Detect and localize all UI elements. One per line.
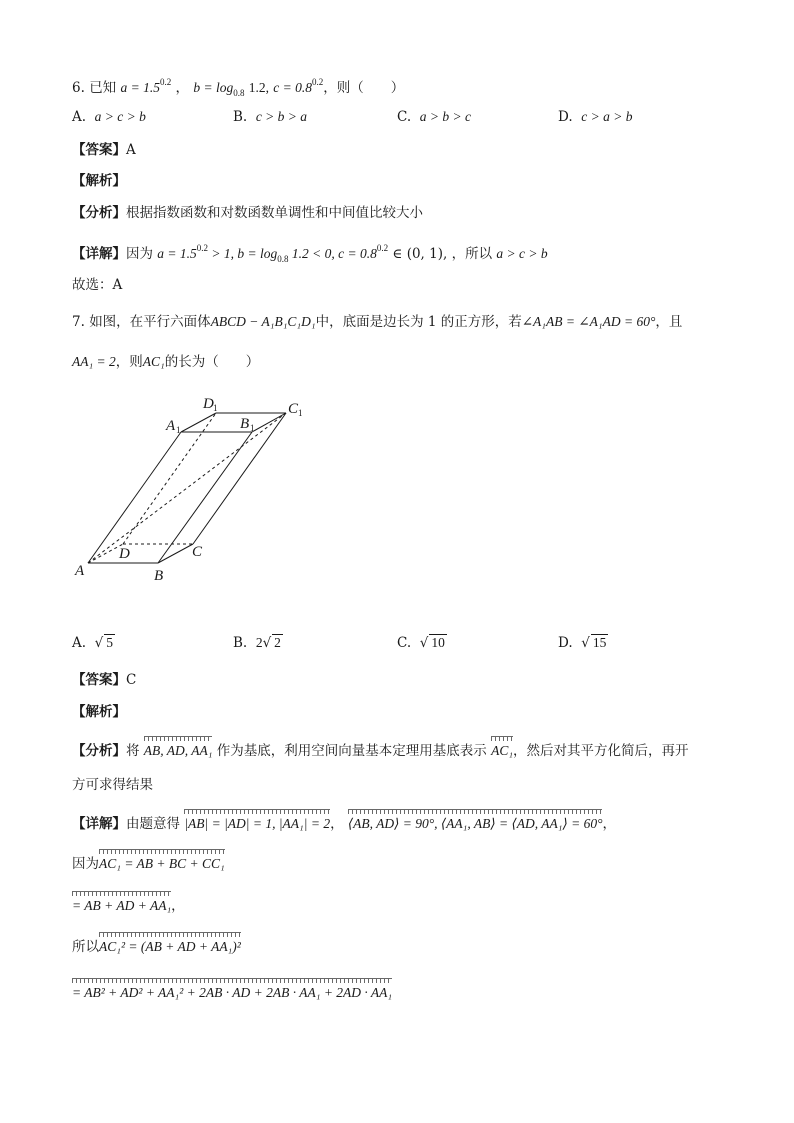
- edge-B1-C1: [252, 413, 286, 432]
- q6-b-def: b = log: [193, 80, 234, 95]
- q7-analysis: 【解析】: [72, 704, 126, 720]
- q7-solid: ABCD − A₁B₁C₁D₁: [210, 314, 316, 329]
- q7-detail-line5: = AB² + AD² + AA₁² + 2AB · AD + 2AB · AA₁ + 2AD · AA₁: [72, 980, 392, 1003]
- q6-analysis: 【解析】: [72, 173, 126, 189]
- q6-stem: 6. 已知 $a = 1.5^{0.2}$ ， $b = \log_{0.8} 1.2$, $c = 0.8^{0.2}$，则（ ）: [72, 77, 405, 98]
- q7-option-a: A. √ 5: [72, 635, 113, 651]
- parallelepiped-figure: [70, 392, 330, 592]
- q6-option-c: C. a > b > c: [397, 109, 471, 125]
- q6-a-exp: 0.2: [159, 77, 172, 87]
- q6-c-def: c = 0.8: [273, 80, 313, 95]
- q6-c-exp: 0.2: [312, 77, 324, 87]
- edge-A-D: [88, 544, 123, 563]
- label-B1-sub: 1: [250, 423, 255, 433]
- q7-fenxi-line2: 方可求得结果: [72, 777, 153, 793]
- q7-option-c: C. √ 10: [397, 635, 445, 651]
- edge-B-C: [158, 544, 193, 563]
- q6-option-b: B. c > b > a: [233, 109, 308, 125]
- label-D1-sub: 1: [213, 403, 218, 413]
- q6-stem-prefix: 已知: [89, 80, 117, 96]
- q6-b-base: 0.8: [233, 88, 245, 98]
- edge-A-A1: [88, 432, 181, 563]
- q6-answer-tag: 【答案】: [72, 142, 126, 158]
- q7-detail-line4: 所以AC₁² = (AB + AD + AA₁)²: [72, 934, 241, 957]
- q7-detail-line1: 【详解】由题意得 |AB| = |AD| = 1, |AA₁| = 2， ⟨AB, AD⟩ = 90°, ⟨AA₁, AB⟩ = ⟨AD, AA₁⟩ = 60°，: [72, 811, 616, 834]
- edge-C-C1: [193, 413, 286, 544]
- q7-option-b: B. 2√ 2: [233, 635, 281, 651]
- q6-option-d: D. c > a > b: [558, 109, 633, 125]
- label-D: D: [119, 546, 130, 562]
- edge-B-B1: [158, 432, 252, 563]
- label-B1: B: [240, 416, 250, 432]
- q6-answer-value: A: [126, 142, 136, 158]
- label-A: A: [75, 563, 85, 579]
- q6-answer: [72, 140, 136, 160]
- q6-choice: 故选：A: [72, 277, 123, 293]
- label-A1-sub: 1: [176, 425, 181, 435]
- q6-stem-tail: ，则（ ）: [323, 80, 405, 96]
- q7-answer: 【答案】C: [72, 672, 137, 688]
- q6-b-arg: 1.2,: [248, 80, 269, 95]
- label-B: B: [154, 568, 164, 584]
- q7-detail-line2: 因为AC₁ = AB + BC + CC₁: [72, 851, 225, 874]
- diag-A-C1: [88, 413, 286, 563]
- q7-stem-line1: 7. 如图，在平行六面体ABCD − A₁B₁C₁D₁中，底面是边长为 1 的正方形，若∠A₁AB = ∠A₁AD = 60°，且: [72, 314, 683, 330]
- q6-number: 6.: [72, 80, 85, 96]
- label-C1: C: [288, 401, 299, 417]
- q7-stem-line2: AA₁ = 2，则AC₁的长为（ ）: [72, 354, 260, 370]
- q6-fenxi: 【分析】根据指数函数和对数函数单调性和中间值比较大小: [72, 205, 423, 221]
- q7-angle-cond: ∠A₁AB = ∠A₁AD = 60°: [521, 314, 656, 329]
- q7-option-d: D. √ 15: [558, 635, 607, 651]
- q6-detail: 【详解】因为 $a = 1.5^{0.2} > 1$, $b = \log_{0.8} 1.2 < 0$, $c = 0.8^{0.2}$ ∈ (0, 1), ，所以 a > c > b: [72, 243, 548, 264]
- q7-detail-line3: = AB + AD + AA₁，: [72, 893, 185, 916]
- edge-A1-D1: [181, 413, 216, 432]
- q6-option-a: A. a > c > b: [72, 109, 146, 125]
- label-C: C: [192, 544, 203, 560]
- q6-a-def: a = 1.5: [120, 80, 160, 95]
- label-A1: A: [166, 418, 176, 434]
- label-C1-sub: 1: [298, 408, 303, 418]
- q7-fenxi-line1: 【分析】将 AB, AD, AA₁ 作为基底，利用空间向量基本定理用基底表示 AC₁，然后对其平方化简后，再开: [72, 738, 689, 761]
- label-D1: D: [203, 396, 214, 412]
